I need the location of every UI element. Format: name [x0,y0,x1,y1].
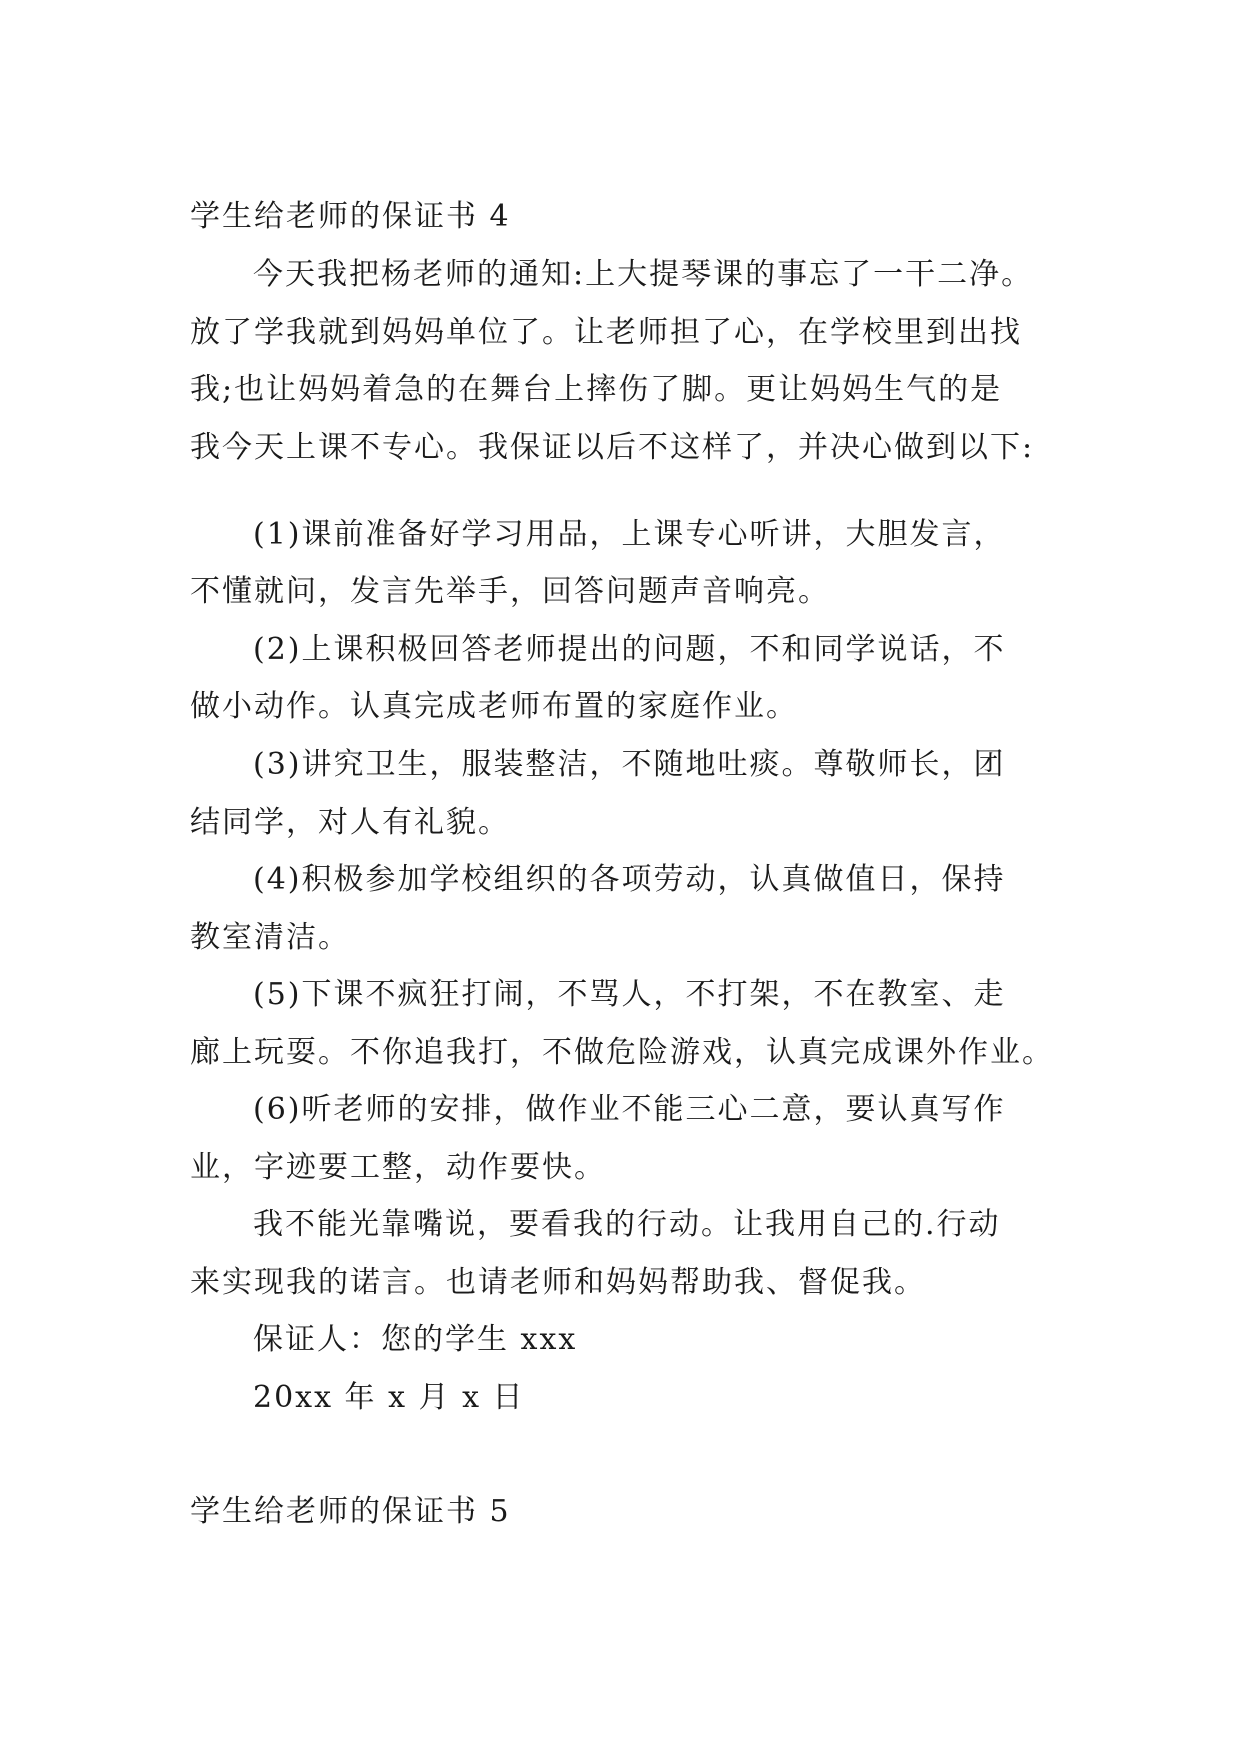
paragraph-line: 今天我把杨老师的通知:上大提琴课的事忘了一干二净。 [253,257,1034,292]
list-item-line: (4)积极参加学校组织的各项劳动，认真做值日，保持 [253,862,1006,897]
paragraph-line: 我;也让妈妈着急的在舞台上摔伤了脚。更让妈妈生气的是 [190,372,1003,407]
section-title: 学生给老师的保证书 4 [190,199,511,234]
list-item-line: 做小动作。认真完成老师布置的家庭作业。 [190,689,798,724]
section-title: 学生给老师的保证书 5 [190,1494,511,1529]
list-item-line: (6)听老师的安排，做作业不能三心二意，要认真写作 [253,1092,1006,1127]
list-item-line: (2)上课积极回答老师提出的问题，不和同学说话，不 [253,632,1006,667]
list-item-line: 廊上玩耍。不你追我打，不做危险游戏，认真完成课外作业。 [190,1035,1054,1070]
paragraph-line: 放了学我就到妈妈单位了。让老师担了心，在学校里到出找 [190,315,1022,350]
list-item-line: 业，字迹要工整，动作要快。 [190,1150,606,1185]
paragraph-line: 我不能光靠嘴说，要看我的行动。让我用自己的.行动 [253,1207,1001,1242]
list-item-line: (3)讲究卫生，服装整洁，不随地吐痰。尊敬师长，团 [253,747,1006,782]
list-item-line: 教室清洁。 [190,920,350,955]
paragraph-line: 我今天上课不专心。我保证以后不这样了，并决心做到以下: [190,430,1035,465]
list-item-line: 结同学，对人有礼貌。 [190,805,510,840]
list-item-line: (5)下课不疯狂打闹，不骂人，不打架，不在教室、走 [253,977,1006,1012]
list-item-line: (1)课前准备好学习用品，上课专心听讲，大胆发言， [253,517,1006,552]
guarantor-line: 保证人：您的学生 xxx [253,1322,578,1357]
paragraph-line: 来实现我的诺言。也请老师和妈妈帮助我、督促我。 [190,1265,926,1300]
list-item-line: 不懂就问，发言先举手，回答问题声音响亮。 [190,574,830,609]
date-line: 20xx 年 x 月 x 日 [253,1380,525,1415]
